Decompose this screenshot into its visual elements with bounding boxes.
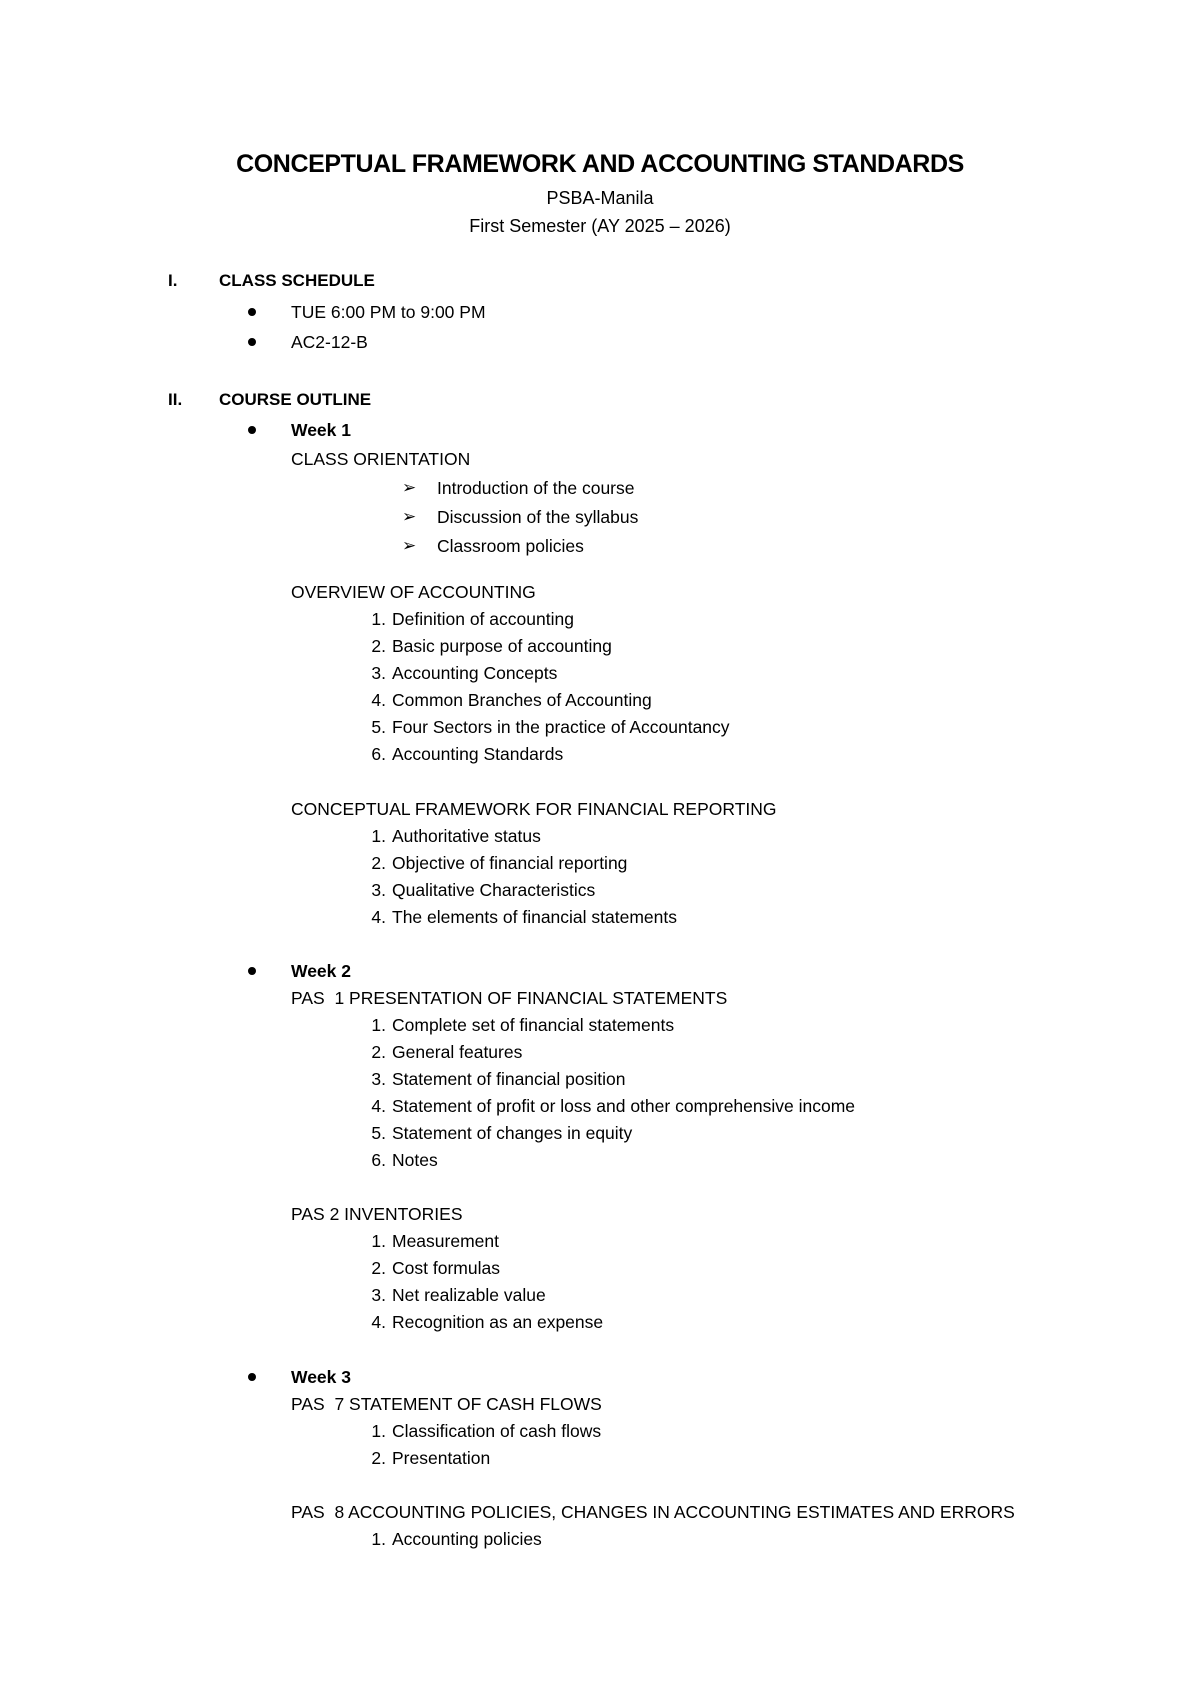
list-item [0, 1418, 1200, 1444]
list-number: 2. [371, 1042, 386, 1062]
list-item [0, 1228, 1200, 1254]
week-2-heading [0, 958, 1200, 984]
topic-title: OVERVIEW OF ACCOUNTING [291, 582, 536, 602]
list-item-text: Authoritative status [392, 826, 541, 846]
arrow-bullet-icon: ➢ [402, 507, 417, 526]
list-number: 2. [371, 636, 386, 656]
list-item [0, 633, 1200, 659]
list-item-text: Classroom policies [437, 536, 584, 556]
bullet-icon [248, 308, 256, 316]
list-item [0, 1039, 1200, 1065]
section-number: II. [168, 390, 183, 409]
semester: First Semester (AY 2025 – 2026) [469, 216, 731, 236]
list-item-text: Definition of accounting [392, 609, 574, 629]
list-item [0, 823, 1200, 849]
list-item [0, 1012, 1200, 1038]
list-item-text: The elements of financial statements [392, 907, 678, 927]
list-number: 5. [371, 717, 386, 737]
list-number: 2. [371, 1448, 386, 1468]
list-item-text: Accounting Concepts [392, 663, 558, 683]
list-number: 1. [371, 1231, 386, 1251]
list-item [0, 741, 1200, 767]
topic-title: CONCEPTUAL FRAMEWORK FOR FINANCIAL REPORTING [291, 799, 777, 819]
list-item [0, 660, 1200, 686]
list-item [0, 1120, 1200, 1146]
list-number: 2. [371, 1258, 386, 1278]
list-item [0, 687, 1200, 713]
list-item [0, 1147, 1200, 1173]
list-item [0, 1093, 1200, 1119]
list-item [0, 606, 1200, 632]
topic-heading [0, 579, 1200, 605]
list-item-text: Notes [392, 1150, 438, 1170]
list-item-text: Four Sectors in the practice of Accountancy [392, 717, 730, 737]
list-number: 1. [371, 1529, 386, 1549]
list-item [0, 1526, 1200, 1552]
list-number: 1. [371, 826, 386, 846]
list-number: 3. [371, 880, 386, 900]
arrow-bullet-icon: ➢ [402, 536, 417, 555]
list-item-text: Recognition as an expense [392, 1312, 604, 1332]
list-item-text: Statement of financial position [392, 1069, 626, 1089]
schedule-section: AC2-12-B [291, 332, 368, 352]
list-item [0, 329, 1200, 355]
list-item [0, 714, 1200, 740]
list-item [0, 850, 1200, 876]
topic-title: PAS 1 PRESENTATION OF FINANCIAL STATEMENTS [291, 988, 728, 1008]
list-number: 3. [371, 663, 386, 683]
topic-title: PAS 8 ACCOUNTING POLICIES, CHANGES IN ACCOUNTING ESTIMATES AND ERRORS [291, 1502, 1015, 1522]
list-number: 2. [371, 853, 386, 873]
section-title: COURSE OUTLINE [219, 390, 372, 409]
topic-title: CLASS ORIENTATION [291, 449, 471, 469]
list-item-text: Cost formulas [392, 1258, 500, 1278]
topic-heading [0, 1201, 1200, 1227]
week-label: Week 2 [291, 961, 351, 981]
list-item-text: Basic purpose of accounting [392, 636, 612, 656]
list-item [0, 533, 1200, 559]
list-item-text: Statement of changes in equity [392, 1123, 633, 1143]
list-item-text: General features [392, 1042, 523, 1062]
list-number: 1. [371, 1421, 386, 1441]
document-title: CONCEPTUAL FRAMEWORK AND ACCOUNTING STANDARDS [236, 150, 964, 178]
week-3-heading [0, 1364, 1200, 1390]
list-item-text: Classification of cash flows [392, 1421, 602, 1441]
topic-title: PAS 7 STATEMENT OF CASH FLOWS [291, 1394, 602, 1414]
list-number: 4. [371, 907, 386, 927]
list-item-text: Discussion of the syllabus [437, 507, 639, 527]
list-number: 3. [371, 1285, 386, 1305]
list-item [0, 1255, 1200, 1281]
list-item-text: Complete set of financial statements [392, 1015, 675, 1035]
week-label: Week 3 [291, 1367, 351, 1387]
list-item [0, 904, 1200, 930]
topic-heading [0, 1391, 1200, 1417]
topic-heading [0, 446, 1200, 472]
list-number: 4. [371, 690, 386, 710]
list-item-text: Presentation [392, 1448, 491, 1468]
list-item-text: Statement of profit or loss and other comprehensive income [392, 1096, 856, 1116]
list-item-text: Qualitative Characteristics [392, 880, 596, 900]
topic-heading [0, 1499, 1200, 1525]
bullet-icon [248, 426, 256, 434]
week-1-heading [0, 417, 1200, 443]
bullet-icon [248, 967, 256, 975]
list-item [0, 504, 1200, 530]
school-name: PSBA-Manila [546, 188, 654, 208]
list-item [0, 877, 1200, 903]
section-course-outline-heading [0, 388, 1200, 412]
list-item [0, 299, 1200, 325]
list-number: 5. [371, 1123, 386, 1143]
list-number: 4. [371, 1096, 386, 1116]
list-item-text: Net realizable value [392, 1285, 546, 1305]
list-number: 4. [371, 1312, 386, 1332]
section-title: CLASS SCHEDULE [219, 271, 375, 290]
list-number: 3. [371, 1069, 386, 1089]
list-item-text: Introduction of the course [437, 478, 635, 498]
list-item [0, 475, 1200, 501]
topic-title: PAS 2 INVENTORIES [291, 1204, 463, 1224]
bullet-icon [248, 1373, 256, 1381]
list-item-text: Objective of financial reporting [392, 853, 628, 873]
list-item-text: Common Branches of Accounting [392, 690, 652, 710]
list-item-text: Accounting Standards [392, 744, 564, 764]
list-number: 1. [371, 1015, 386, 1035]
section-number: I. [168, 271, 178, 290]
list-item-text: Accounting policies [392, 1529, 542, 1549]
list-item [0, 1445, 1200, 1471]
week-label: Week 1 [291, 420, 351, 440]
topic-heading [0, 985, 1200, 1011]
list-number: 6. [371, 744, 386, 764]
arrow-bullet-icon: ➢ [402, 478, 417, 497]
topic-heading [0, 796, 1200, 822]
bullet-icon [248, 338, 256, 346]
list-item-text: Measurement [392, 1231, 499, 1251]
list-item [0, 1282, 1200, 1308]
list-item [0, 1309, 1200, 1335]
list-item [0, 1066, 1200, 1092]
section-class-schedule-heading [0, 269, 1200, 293]
schedule-time: TUE 6:00 PM to 9:00 PM [291, 302, 486, 322]
list-number: 1. [371, 609, 386, 629]
list-number: 6. [371, 1150, 386, 1170]
